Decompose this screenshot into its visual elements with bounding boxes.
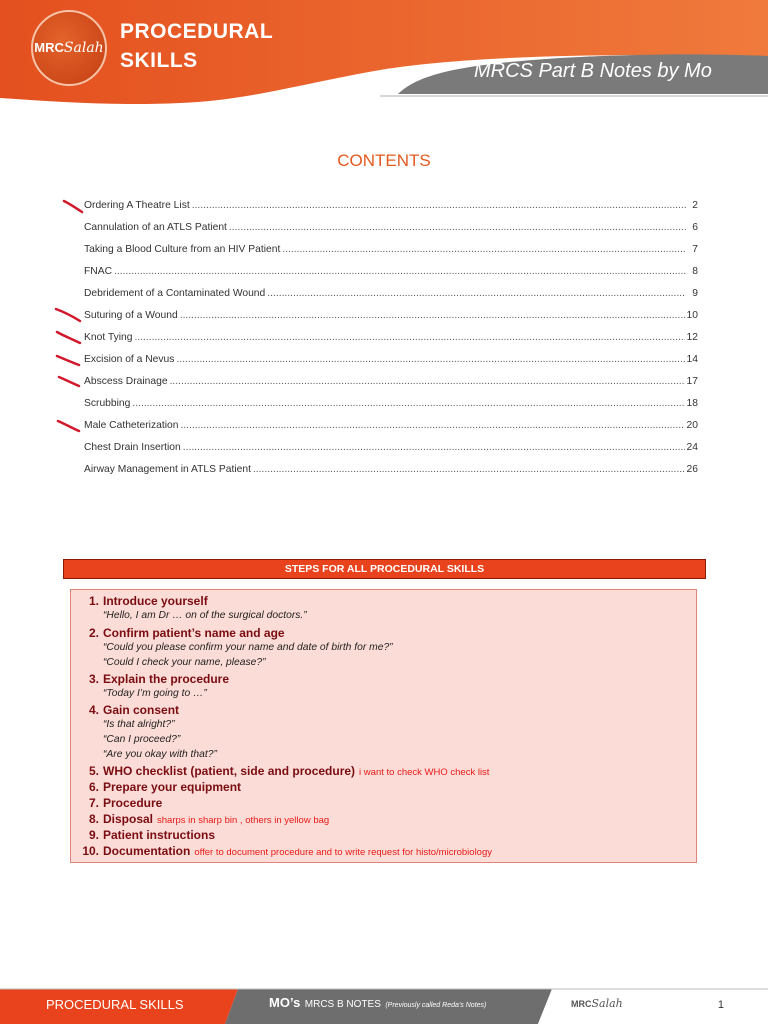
step-number: 6.: [88, 780, 99, 794]
step-heading: Introduce yourself: [103, 594, 208, 608]
step-number: 1.: [88, 594, 99, 608]
toc-entry-label: Ordering A Theatre List: [84, 200, 190, 211]
toc-leader-dots: [267, 288, 686, 299]
toc-leader-dots: [132, 398, 684, 409]
step-quote: “Hello, I am Dr … on of the surgical doctors.”: [103, 610, 307, 621]
toc-entry-page: 6: [692, 222, 698, 233]
step-number: 10.: [82, 844, 99, 858]
step-quote: “Is that alright?”: [103, 719, 175, 730]
toc-entry-label: Taking a Blood Culture from an HIV Patient: [84, 244, 281, 255]
step-quote: “Today I’m going to …”: [103, 688, 207, 699]
toc-entry[interactable]: [84, 222, 698, 244]
toc-entry-label: Cannulation of an ATLS Patient: [84, 222, 227, 233]
footer-mo: MO’s: [269, 995, 301, 1010]
toc-entry[interactable]: [84, 266, 698, 288]
step-number: 7.: [88, 796, 99, 810]
toc-entry-page: 12: [686, 332, 698, 343]
toc-entry[interactable]: [84, 244, 698, 266]
toc-entry-label: FNAC: [84, 266, 113, 277]
toc-entry-label: Airway Management in ATLS Patient: [84, 464, 251, 475]
step-quote: “Can I proceed?”: [103, 734, 181, 745]
toc-entry-label: Male Catheterization: [84, 420, 179, 431]
step-heading: Gain consent: [103, 703, 180, 717]
toc-entry-label: Knot Tying: [84, 332, 133, 343]
footer-logo-script: Salah: [591, 997, 623, 1010]
steps-section-title: STEPS FOR ALL PROCEDURAL SKILLS: [63, 559, 706, 579]
logo-main-text: MRC: [34, 40, 64, 55]
step-quote: “Are you okay with that?”: [103, 749, 217, 760]
toc-leader-dots: [114, 266, 686, 277]
toc-leader-dots: [170, 376, 685, 387]
step-heading: [103, 844, 492, 858]
toc-leader-dots: [229, 222, 686, 233]
step-number: 8.: [88, 812, 99, 826]
step-number: 3.: [88, 672, 99, 686]
toc-entry[interactable]: [84, 200, 698, 222]
toc-entry[interactable]: [84, 420, 698, 442]
toc-entry[interactable]: [84, 442, 698, 464]
toc-entry-page: 24: [686, 442, 698, 453]
step-heading: Procedure: [103, 796, 163, 810]
toc-leader-dots: [183, 442, 685, 453]
header-title-line2: SKILLS: [120, 49, 198, 72]
header-title-line1: PROCEDURAL: [120, 20, 274, 43]
footer-previous-name: (Previously called Reda’s Notes): [385, 1002, 487, 1009]
table-of-contents: [84, 200, 698, 486]
step-heading: Confirm patient’s name and age: [103, 626, 285, 640]
contents-title: CONTENTS: [337, 151, 431, 170]
footer-logo: [571, 997, 623, 1010]
toc-entry-label: Suturing of a Wound: [84, 310, 178, 321]
toc-entry[interactable]: [84, 398, 698, 420]
toc-entry-page: 17: [686, 376, 698, 387]
toc-entry[interactable]: [84, 464, 698, 486]
page-footer: [0, 985, 768, 1024]
step-number: 9.: [88, 828, 99, 842]
step-number: 4.: [88, 703, 99, 717]
step-number: 2.: [88, 626, 99, 640]
step-heading-text: Disposal: [103, 812, 154, 826]
toc-leader-dots: [134, 332, 684, 343]
step-heading: [103, 812, 329, 826]
toc-leader-dots: [192, 200, 686, 211]
step-heading: Prepare your equipment: [103, 780, 242, 794]
footer-notes: MRCS B NOTES: [304, 999, 381, 1010]
step-handwritten-note: sharps in sharp bin , others in yellow bag: [157, 815, 330, 826]
step-handwritten-note: i want to check WHO check list: [359, 767, 490, 778]
toc-entry-page: 2: [692, 200, 698, 211]
header-banner-shape: [0, 0, 768, 110]
toc-entry[interactable]: [84, 310, 698, 332]
steps-box: [70, 589, 697, 863]
footer-section-name: PROCEDURAL SKILLS: [46, 997, 184, 1012]
toc-entry-label: Debridement of a Contaminated Wound: [84, 288, 266, 299]
toc-entry[interactable]: [84, 376, 698, 398]
toc-entry-label: Scrubbing: [84, 398, 131, 409]
toc-entry-page: 7: [692, 244, 698, 255]
step-heading: [103, 764, 489, 778]
footer-notes-title: [269, 994, 486, 1012]
step-heading: Explain the procedure: [103, 672, 230, 686]
toc-entry-page: 18: [686, 398, 698, 409]
step-handwritten-note: offer to document procedure and to write request for histo/microbiology: [194, 847, 492, 858]
header-subtitle: MRCS Part B Notes by Mo: [474, 60, 712, 82]
toc-entry-page: 9: [692, 288, 698, 299]
page-header: [0, 0, 768, 110]
toc-leader-dots: [180, 310, 685, 321]
page-number: 1: [717, 999, 724, 1011]
toc-entry-label: Chest Drain Insertion: [84, 442, 181, 453]
toc-entry-label: Excision of a Nevus: [84, 354, 175, 365]
footer-logo-main: MRC: [571, 999, 592, 1009]
toc-entry[interactable]: [84, 354, 698, 376]
toc-leader-dots: [282, 244, 686, 255]
step-quote: “Could I check your name, please?”: [103, 657, 266, 668]
logo-script-text: Salah: [63, 40, 104, 56]
toc-entry[interactable]: [84, 332, 698, 354]
toc-entry-page: 20: [686, 420, 698, 431]
toc-leader-dots: [180, 420, 684, 431]
toc-entry[interactable]: [84, 288, 698, 310]
step-number: 5.: [88, 764, 99, 778]
toc-entry-page: 8: [692, 266, 698, 277]
step-heading: Patient instructions: [103, 828, 216, 842]
step-heading-text: WHO checklist (patient, side and procedure): [103, 764, 356, 778]
toc-entry-page: 26: [686, 464, 698, 475]
toc-leader-dots: [176, 354, 684, 365]
toc-entry-page: 10: [686, 310, 698, 321]
step-heading-text: Documentation: [103, 844, 191, 858]
toc-entry-label: Abscess Drainage: [84, 376, 168, 387]
step-quote: “Could you please confirm your name and date of birth for me?”: [103, 642, 393, 653]
toc-leader-dots: [253, 464, 685, 475]
toc-entry-page: 14: [686, 354, 698, 365]
